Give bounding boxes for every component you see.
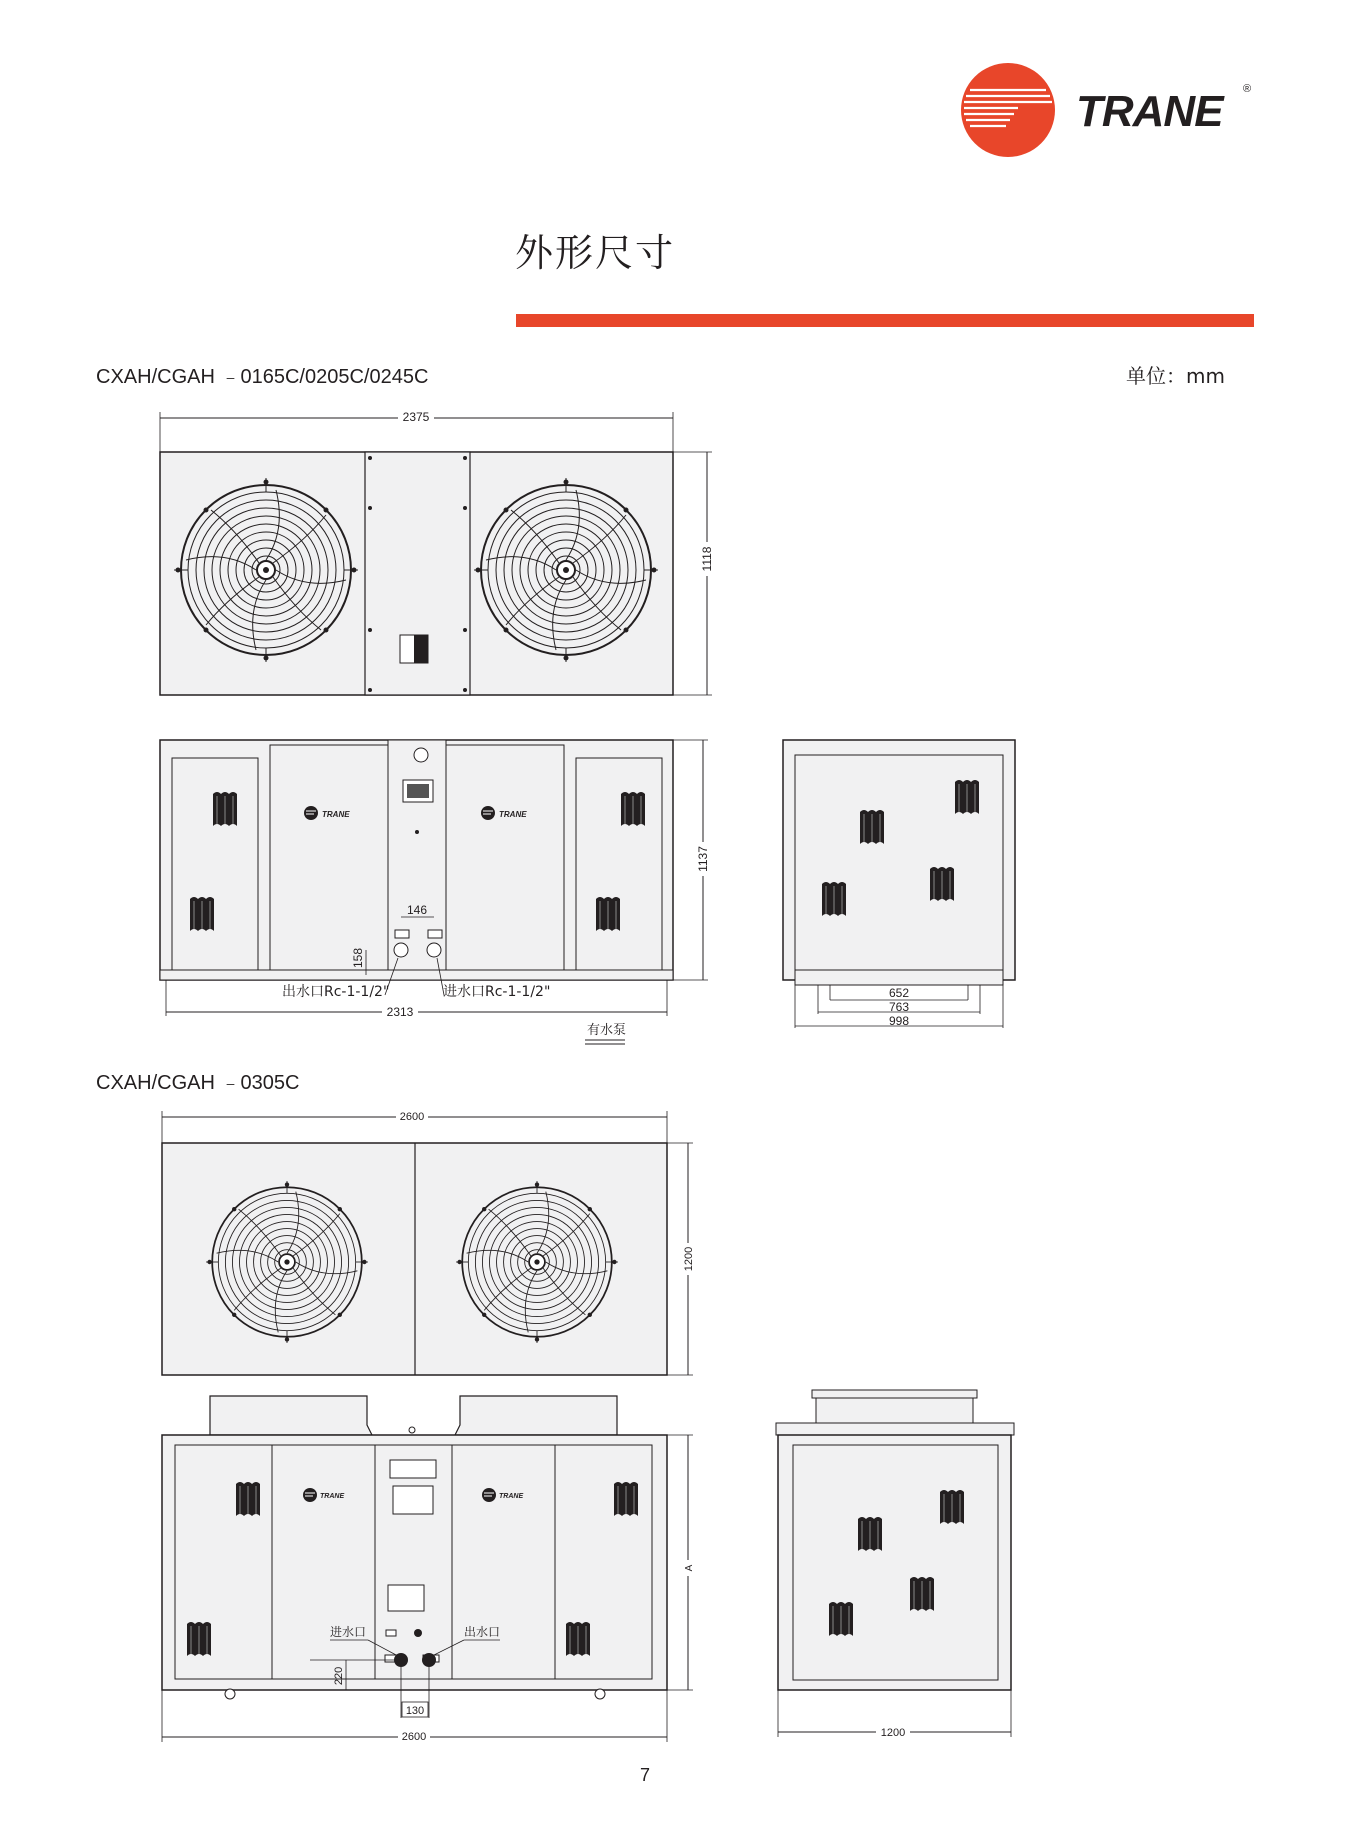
- dim-height-1137: 1137: [696, 846, 710, 872]
- panel-logo-right: TRANE: [499, 810, 527, 819]
- panel-logo-right: TRANE: [499, 1493, 524, 1500]
- unit-label: 单位：mm: [1126, 364, 1225, 388]
- section1-top-view: [160, 410, 714, 695]
- brand-registered: ®: [1243, 83, 1252, 95]
- brand-name: TRANE: [1076, 87, 1223, 136]
- dim-width-2600: 2600: [399, 1111, 425, 1123]
- section2-front-view: [162, 1396, 695, 1743]
- dim-652: 652: [888, 986, 910, 1000]
- dim-width-2375: 2375: [402, 410, 430, 424]
- dim-depth-1200: 1200: [683, 1246, 695, 1272]
- pump-note: 有水泵: [587, 1023, 627, 1038]
- section2-side-view: [776, 1390, 1014, 1739]
- section1-model-label: CXAH/CGAH ﹣0165C/0205C/0245C: [96, 366, 429, 388]
- dim-998: 998: [888, 1014, 910, 1028]
- page-number: 7: [639, 1765, 650, 1785]
- outlet-label: 出水口Rc-1-1/2": [282, 984, 390, 1000]
- dim-pipe-spacing-146: 146: [406, 903, 428, 917]
- dim-depth-1118: 1118: [700, 546, 714, 572]
- dim-763: 763: [888, 1000, 910, 1014]
- section2-top-view: [162, 1110, 695, 1375]
- dim-height-a: A: [684, 1564, 695, 1572]
- section1-side-view: [783, 740, 1015, 1028]
- dim-pipe-spacing-130: 130: [405, 1705, 425, 1717]
- inlet-label: 进水口: [330, 1625, 367, 1639]
- section1-front-view: [160, 740, 710, 1044]
- dim-base-2600: 2600: [401, 1731, 427, 1743]
- dim-pipe-height-158: 158: [351, 947, 365, 969]
- dim-pipe-height-220: 220: [333, 1666, 345, 1686]
- warning-label-icon: [414, 635, 428, 663]
- dim-width-1200: 1200: [880, 1727, 906, 1739]
- inlet-label: 进水口Rc-1-1/2": [443, 984, 551, 1000]
- page-title: 外形尺寸: [515, 231, 676, 275]
- dim-base-2313: 2313: [386, 1005, 414, 1019]
- section2-model-label: CXAH/CGAH ﹣0305C: [96, 1072, 300, 1094]
- outlet-label: 出水口: [464, 1625, 501, 1639]
- panel-logo-left: TRANE: [322, 810, 350, 819]
- panel-logo-left: TRANE: [320, 1493, 345, 1500]
